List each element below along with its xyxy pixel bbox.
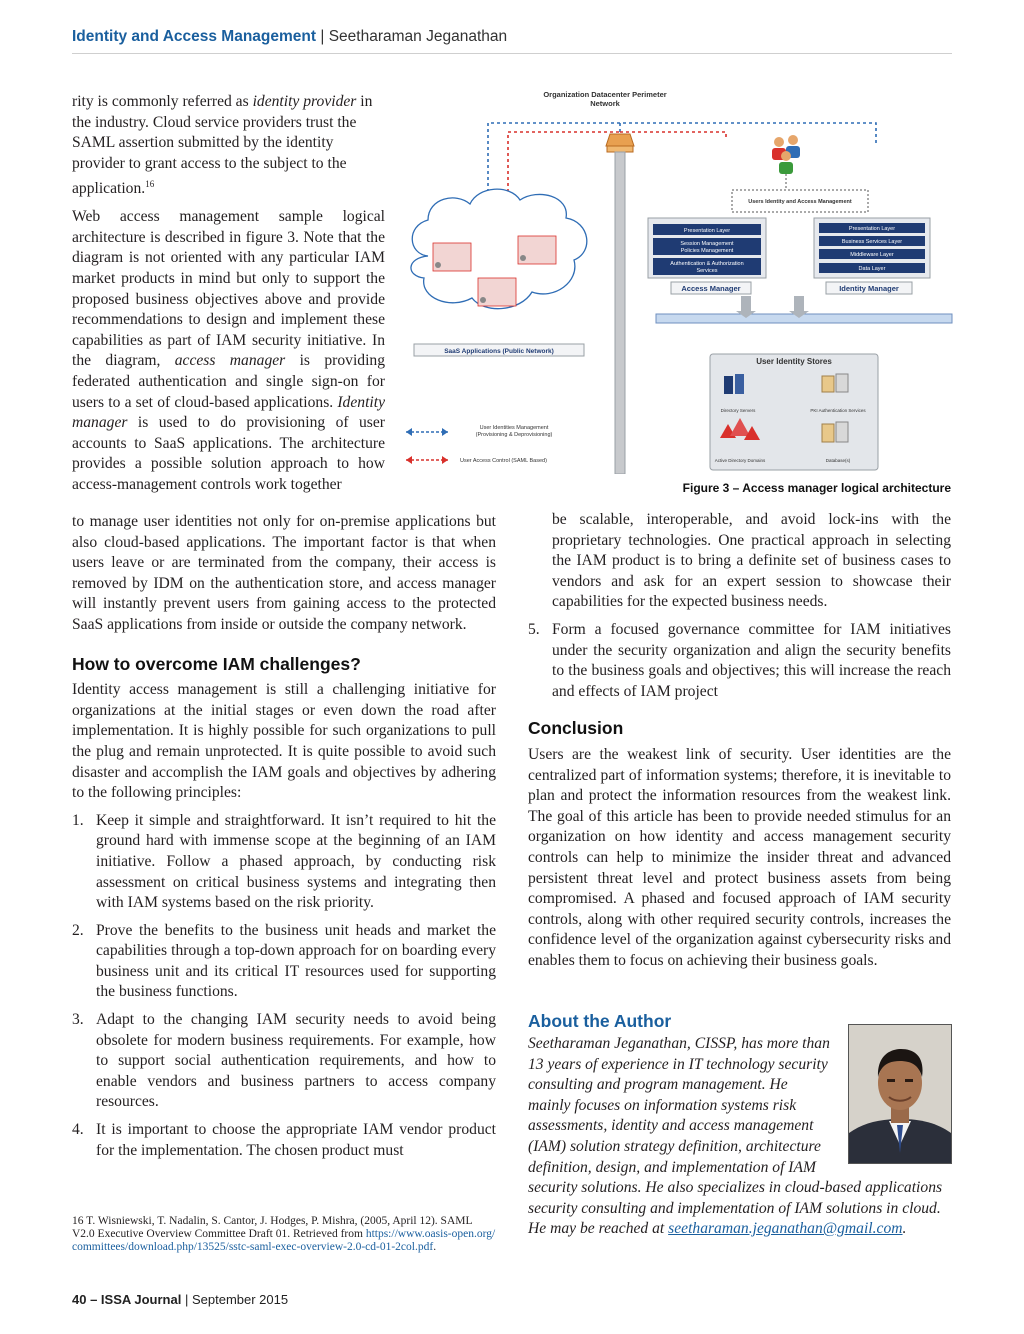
access-manager-label: Access Manager [681, 284, 741, 293]
author-email-link[interactable]: seetharaman.jeganathan@gmail.com [668, 1220, 903, 1238]
list-item: 3. Adapt to the changing IAM security needs to avoid being obsolete for modern business requirements. For example, how to support social authentication requirements, and how to enable vendors and business partners to access company resources. [72, 1011, 496, 1111]
about-author-paragraph: Seetharaman Jeganathan, CISSP, has more than 13 years of experience in IT technology security consulting and program management. He mainly focuses on information systems risk assessments, identity and access management (IAM) solution strategy definition, architecture definition, design, and implementation of IAM security solutions. He also specializes in cloud-based applications security consulting and implementation of IAM solutions in cloud. He may be reached at seetharaman.jeganathan@gmail.com. [528, 1035, 943, 1238]
item-4-continued: be scalable, interoperable, and avoid lock-ins with the proprietary technologies. One practical approach in selecting the IAM product is to bring a definite set of business cases to vendors and ask for an expert session to showcase their capabilities for the expected business needs. [552, 511, 951, 611]
paragraph-2-continued: to manage user identities not only for on-premise applications but also cloud-based applications. The important factor is that when users leave or are terminated from the company, their access is removed by IDM on the authentication store, and access manager will instantly prevent users from gaining access to the protected SaaS applications from inside or outside the company network. [72, 513, 496, 633]
header-separator: | [320, 28, 325, 45]
list-item: 5. Form a focused governance committee for IAM initiatives under the security organization and align the security benefits to the business goals and objectives; this will increase the reach and effects of IAM project [528, 620, 951, 700]
footer-date: September 2015 [191, 1292, 289, 1307]
list-item: 2. Prove the benefits to the business unit heads and market the capabilities through a top-down approach for on boarding every business unit and its critical IT resources used for supporting the business functions. [72, 921, 496, 1001]
im-presentation-layer: Presentation Layer [848, 226, 896, 232]
im-data-layer: Data Layer [858, 266, 886, 272]
page-footer [72, 1292, 288, 1307]
conclusion-paragraph: Users are the weakest link of security. User identities are the centralized part of information systems; therefore, it is inevitable to plan and protect the information resources from the weakest link. The goal of this article has been to provide needed stimulus for an organization on how identity and access management security controls can help to minimize the insider threat and advanced persistent threat level and protect business assets from being compromised. A phased and focused approach of IAM security controls, along with other required security controls, increases the confidence level of the organization against cybersecurity risks and enables them to focus on achieving their business goals. [528, 745, 951, 969]
running-header [72, 28, 507, 46]
perimeter-label-2: Network [590, 99, 620, 108]
footer-separator: | [184, 1292, 189, 1307]
am-auth-services: Authentication & Authorization [670, 261, 744, 267]
am-presentation-layer: Presentation Layer [683, 228, 731, 234]
right-column [528, 510, 951, 971]
principles-list [72, 811, 496, 1162]
section-heading-conclusion: Conclusion [528, 718, 624, 739]
saas-cloud [411, 189, 587, 309]
store-active-directory: Active Directory Domains [714, 458, 766, 463]
stores-title: User Identity Stores [756, 357, 832, 366]
identity-stores [710, 354, 878, 470]
list-item: 4. It is important to choose the appropriate IAM vendor product for the implementation. The chosen product must [72, 1121, 496, 1159]
header-section: Identity and Access Management [72, 28, 317, 45]
blue-provisioning-lines [488, 123, 876, 204]
footnote-16: 16 T. Wisniewski, T. Nadalin, S. Cantor, J. Hodges, P. Mishra, (2005, April 12). SAML V2.0 Executive Overview Committee Draft 01. Retrieved from https://www.oasis-open.org/committees/download.php/13525/sstc-saml-exec-overview-2.0-cd-01-2col.pdf. [72, 1215, 496, 1253]
footnote-link[interactable]: https://www.oasis-open.org/committees/download.php/13525/sstc-saml-exec-overview-2.0-cd-01-2col.pdf [72, 1228, 496, 1253]
users-iam-label: Users Identity and Access Management [748, 199, 852, 205]
figure-caption: Figure 3 – Access manager logical architecture [682, 481, 951, 495]
im-business-services-layer: Business Services Layer [841, 239, 903, 245]
principles-list-continued [528, 620, 951, 702]
header-rule [72, 53, 952, 54]
section-heading-challenges: How to overcome IAM challenges? [72, 653, 361, 674]
header-author: Seetharaman Jeganathan [328, 28, 508, 45]
identity-manager-stack [789, 218, 930, 318]
am-policies-management: Policies Management [680, 248, 734, 254]
store-pki-services: PKI Authentication Services [810, 408, 866, 413]
legend-provisioning: User Identities Management [479, 425, 549, 431]
footer-page: 40 – ISSA Journal [72, 1292, 182, 1307]
paragraph-2: Web access management sample logical architecture is described in figure 3. Note that the diagram is not oriented with any particular IAM market products in mind but only to support the proposed business objectives above and provide recommendations to design and implement these capabilities as part of IAM security initiative. In the diagram, access manager is providing federated authentication and single sign-on for users to a set of cloud-based applications. Identity manager is used to do provisioning of user accounts to SaaS applications. The architecture provides a possible solution approach to how access-management controls work together [72, 208, 385, 493]
access-manager-stack [648, 218, 766, 318]
legend-provisioning-2: (Provisioning & Deprovisioning) [475, 432, 553, 438]
architecture-diagram [398, 86, 954, 474]
saas-label: SaaS Applications (Public Network) [444, 348, 554, 355]
paragraph-1: rity is commonly referred as identity provider in the industry. Cloud service providers trust the SAML assertion submitted by the identity provider to grant access to the subject to the application.$^{16}$ [72, 93, 373, 198]
paragraph-3: Identity access management is still a challenging initiative for organizations at the initial stages or even down the road after implementation. It is highly possible for such organizations to pull the plug and remain unprotected. It is quite possible to avoid such disaster and accomplish the IAM goals and objectives by adhering to the following principles: [72, 681, 496, 802]
figure-legend [406, 425, 553, 464]
network-backbone [615, 152, 625, 474]
am-session-management: Session Management [680, 241, 734, 247]
legend-access-control: User Access Control (SAML Based) [460, 458, 547, 464]
im-middleware-layer: Middleware Layer [850, 252, 894, 258]
perimeter-label: Organization Datacenter Perimeter [543, 90, 667, 99]
users-icon [772, 135, 800, 174]
am-services: Services [696, 268, 718, 274]
identity-manager-label: Identity Manager [839, 284, 899, 293]
left-column-top [72, 92, 385, 495]
firewall-icon [606, 134, 634, 152]
store-databases: Database(s) [825, 458, 851, 463]
section-heading-about: About the Author [528, 1011, 672, 1031]
internal-bus [656, 314, 952, 323]
store-directory-servers: Directory Servers [720, 408, 756, 413]
left-column-bottom [72, 512, 496, 1168]
list-item: 1. Keep it simple and straightforward. It isn’t required to hit the ground hard with immense scope at the beginning of an IAM initiative. Follow a phased approach, by conducting risk assessment on critical business systems and integrating then with IAM systems based on the risk priority. [72, 811, 496, 912]
